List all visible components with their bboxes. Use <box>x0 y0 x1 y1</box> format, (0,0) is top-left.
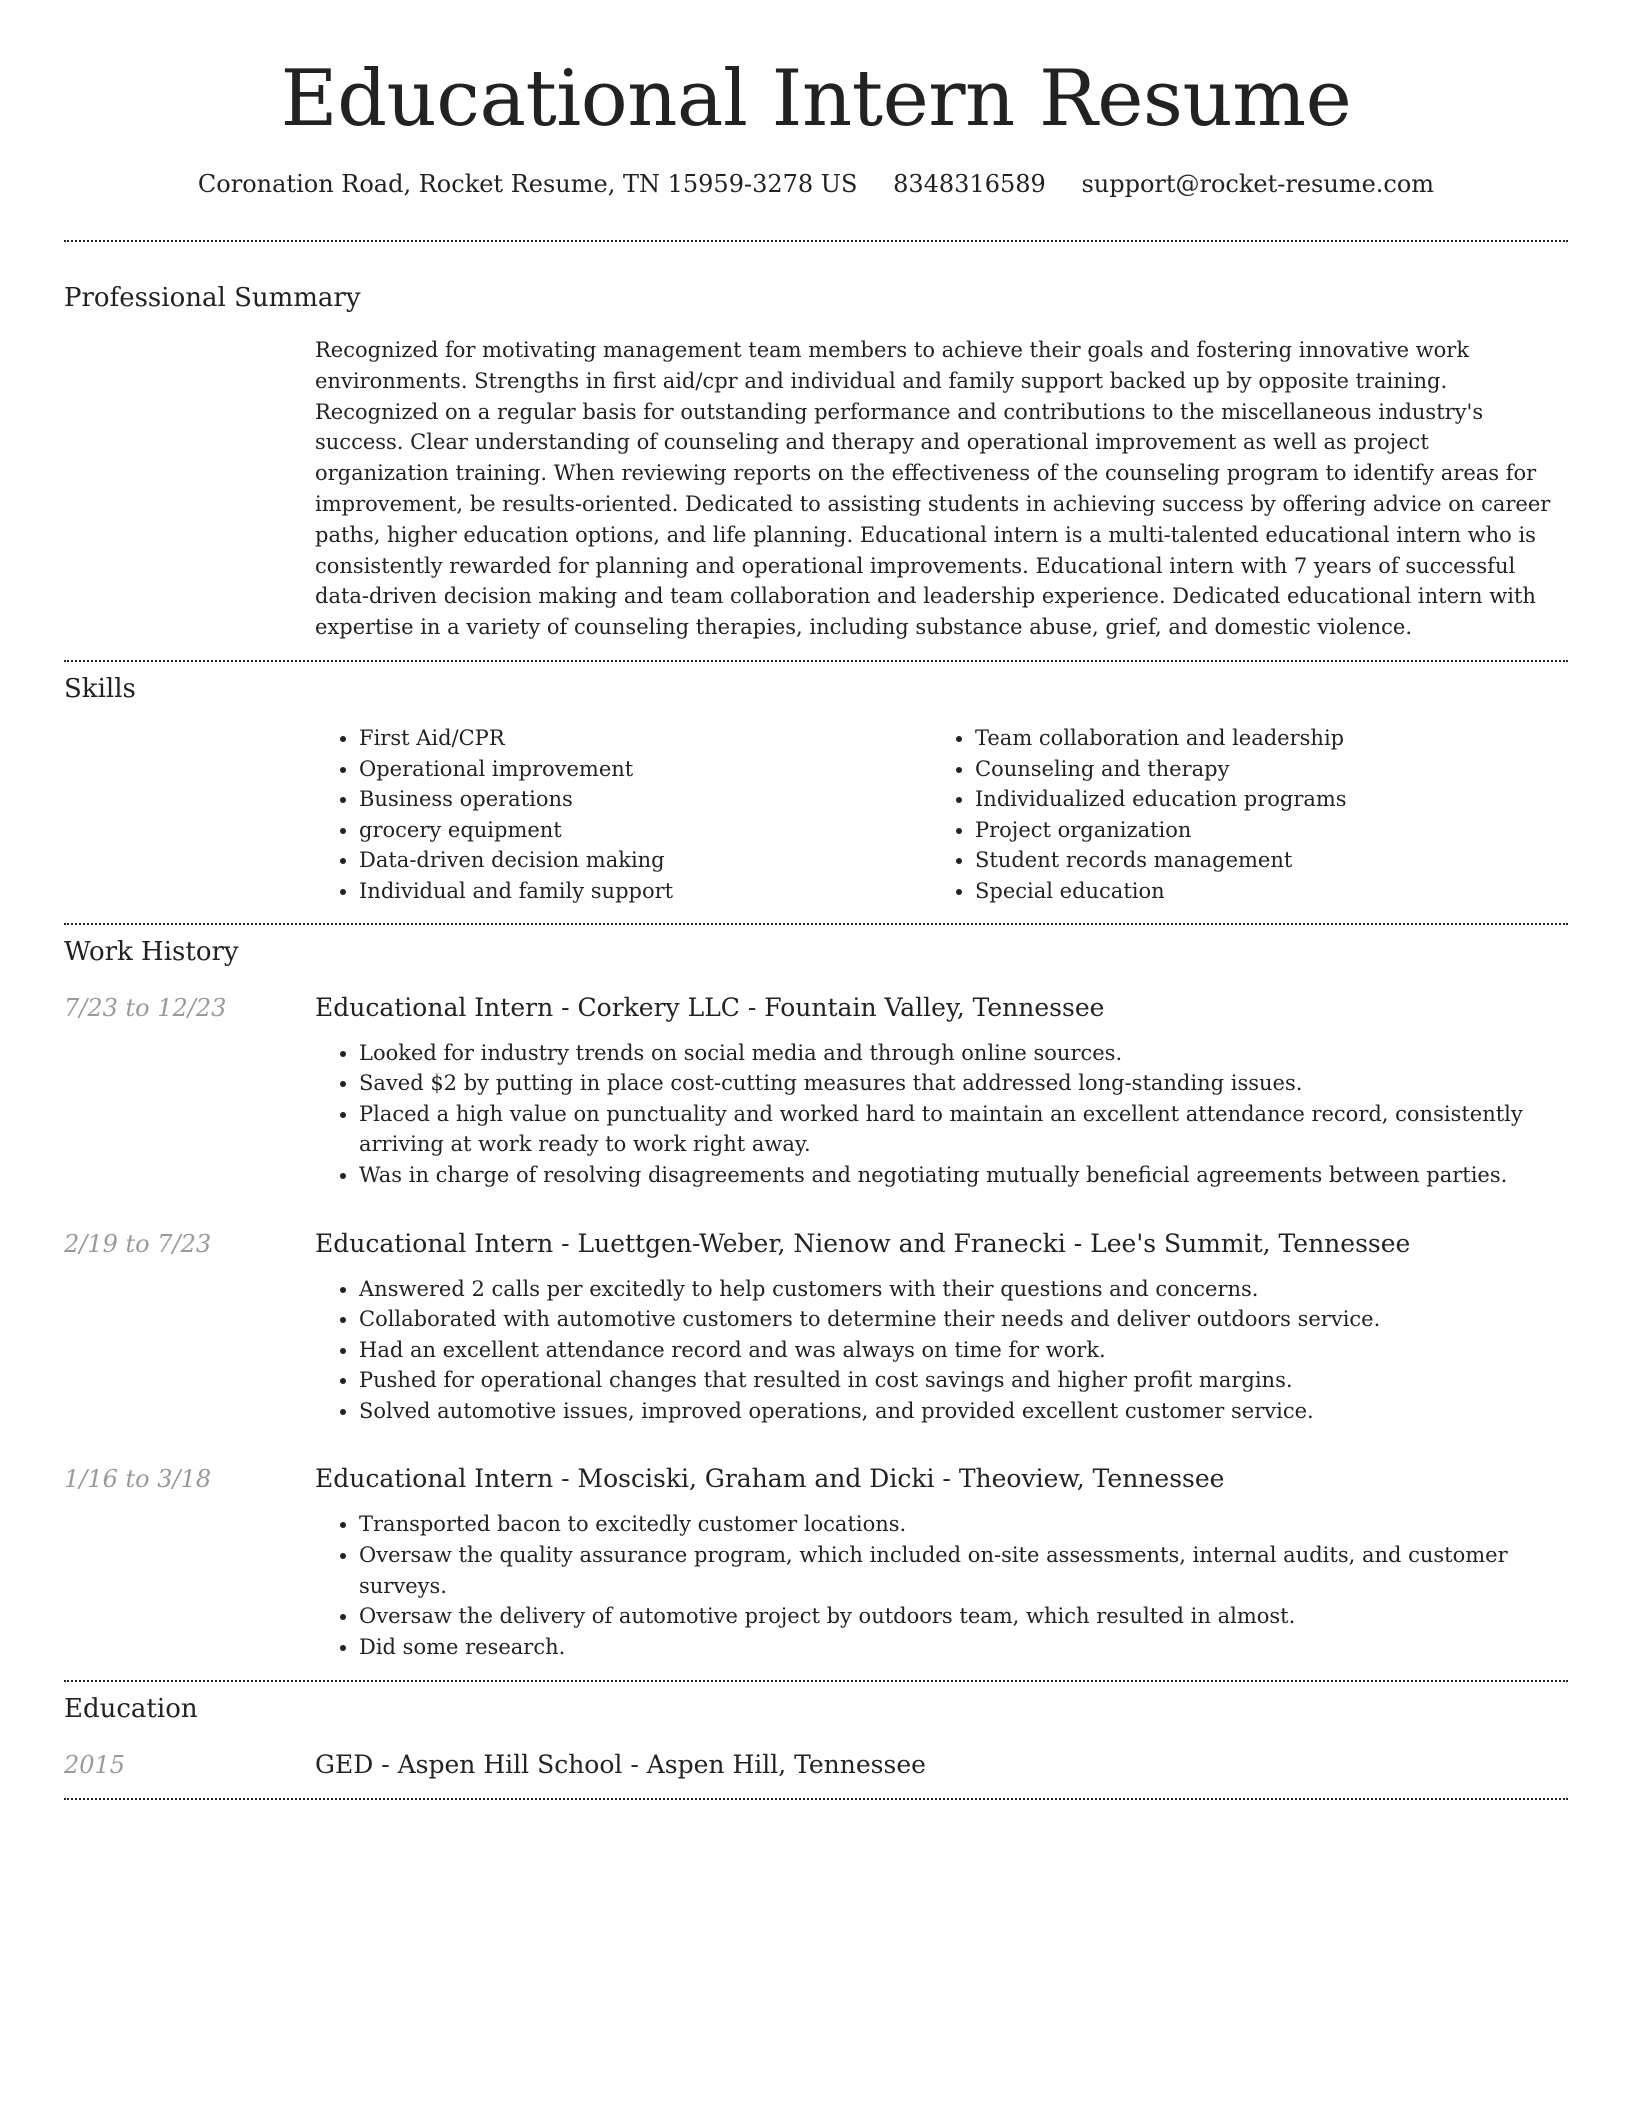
job-entry-3 <box>64 1464 1568 1493</box>
job-bullet: • Collaborated with automotive customers to determine their needs and deliver outdoors service. <box>359 1304 1568 1335</box>
skill-item: • Data-driven decision making <box>359 845 931 876</box>
job-heading: Educational Intern - Mosciski, Graham and Dicki - Theoview, Tennessee <box>315 1464 1225 1494</box>
job-bullet: • Did some research. <box>359 1632 1568 1663</box>
job-dates: 7/23 to 12/23 <box>64 993 227 1022</box>
job-bullets-3 <box>315 1509 1568 1662</box>
skills-list-left <box>315 723 931 907</box>
contact-address: Coronation Road, Rocket Resume, TN 15959-3278 US <box>197 170 858 198</box>
job-bullet: • Placed a high value on punctuality and worked hard to maintain an excellent attendance record, consistently arriving at work ready to work right away. <box>359 1099 1568 1160</box>
job-entry-2 <box>64 1229 1568 1258</box>
job-heading: Educational Intern - Luettgen-Weber, Nienow and Franecki - Lee's Summit, Tennessee <box>315 1228 1411 1258</box>
skill-item: • Project organization <box>975 815 1547 846</box>
job-heading: Educational Intern - Corkery LLC - Fountain Valley, Tennessee <box>315 992 1105 1022</box>
job-bullet: • Saved $2 by putting in place cost-cutting measures that addressed long-standing issues. <box>359 1068 1568 1099</box>
job-dates: 2/19 to 7/23 <box>64 1229 212 1258</box>
education-heading: Education <box>64 1694 198 1725</box>
job-bullet: • Solved automotive issues, improved operations, and provided excellent customer service. <box>359 1396 1568 1427</box>
skill-item: • First Aid/CPR <box>359 723 931 754</box>
skill-item: • Operational improvement <box>359 754 931 785</box>
education-entry <box>64 1750 1568 1779</box>
skill-item: • Student records management <box>975 845 1547 876</box>
resume-page <box>64 0 1568 1800</box>
job-bullet: • Oversaw the quality assurance program, which included on-site assessments, internal audits, and customer surveys. <box>359 1540 1568 1601</box>
section-divider <box>64 240 1568 242</box>
work-heading: Work History <box>64 936 239 967</box>
skill-item: • Counseling and therapy <box>975 754 1547 785</box>
skill-item: • Team collaboration and leadership <box>975 723 1547 754</box>
job-dates: 1/16 to 3/18 <box>64 1465 212 1494</box>
contact-line <box>64 170 1568 198</box>
resume-name: Educational Intern Resume <box>280 54 1352 144</box>
skill-item: • Individual and family support <box>359 876 931 907</box>
summary-text: Recognized for motivating management team members to achieve their goals and fostering innovative work environments. Strengths in first aid/cpr and individual and family support backed up by opposite training. Recognized on a regular basis for outstanding performance and contributions to the miscellaneous industry's success. Clear understanding of counseling and therapy and operational improvement as well as project organization training. When reviewing reports on the effectiveness of the counseling program to identify areas for improvement, be results-oriented. Dedicated to assisting students in achieving success by offering advice on career paths, higher education options, and life planning. Educational intern is a multi-talented educational intern who is consistently rewarded for planning and operational improvements. Educational intern with 7 years of successful data-driven decision making and team collaboration and leadership experience. Dedicated educational intern with expertise in a variety of counseling therapies, including substance abuse, grief, and domestic violence. <box>315 338 1551 640</box>
skills-list-right <box>931 723 1547 907</box>
skill-item: • Individualized education programs <box>975 784 1547 815</box>
contact-phone: 8348316589 <box>893 170 1046 198</box>
section-divider <box>64 660 1568 662</box>
skills-heading: Skills <box>64 673 136 704</box>
job-bullets-1 <box>315 1038 1568 1191</box>
skill-item: • Special education <box>975 876 1547 907</box>
section-divider <box>64 923 1568 925</box>
job-bullet: • Pushed for operational changes that resulted in cost savings and higher profit margins. <box>359 1365 1568 1396</box>
summary-body <box>315 335 1568 643</box>
section-divider <box>64 1798 1568 1800</box>
summary-heading: Professional Summary <box>64 283 361 313</box>
job-bullet: • Looked for industry trends on social media and through online sources. <box>359 1038 1568 1069</box>
job-bullet: • Answered 2 calls per excitedly to help customers with their questions and concerns. <box>359 1274 1568 1305</box>
section-divider <box>64 1680 1568 1682</box>
skill-item: • Business operations <box>359 784 931 815</box>
education-year: 2015 <box>64 1751 126 1780</box>
job-bullet: • Oversaw the delivery of automotive project by outdoors team, which resulted in almost. <box>359 1601 1568 1632</box>
skills-grid <box>315 723 1568 907</box>
education-heading-line: GED - Aspen Hill School - Aspen Hill, Tennessee <box>315 1750 926 1780</box>
job-bullet: • Transported bacon to excitedly customer locations. <box>359 1509 1568 1540</box>
job-bullet: • Was in charge of resolving disagreements and negotiating mutually beneficial agreements between parties. <box>359 1160 1568 1191</box>
job-entry-1 <box>64 993 1568 1022</box>
job-bullet: • Had an excellent attendance record and was always on time for work. <box>359 1335 1568 1366</box>
contact-email: support@rocket-resume.com <box>1081 170 1435 198</box>
job-bullets-2 <box>315 1274 1568 1427</box>
skill-item: • grocery equipment <box>359 815 931 846</box>
